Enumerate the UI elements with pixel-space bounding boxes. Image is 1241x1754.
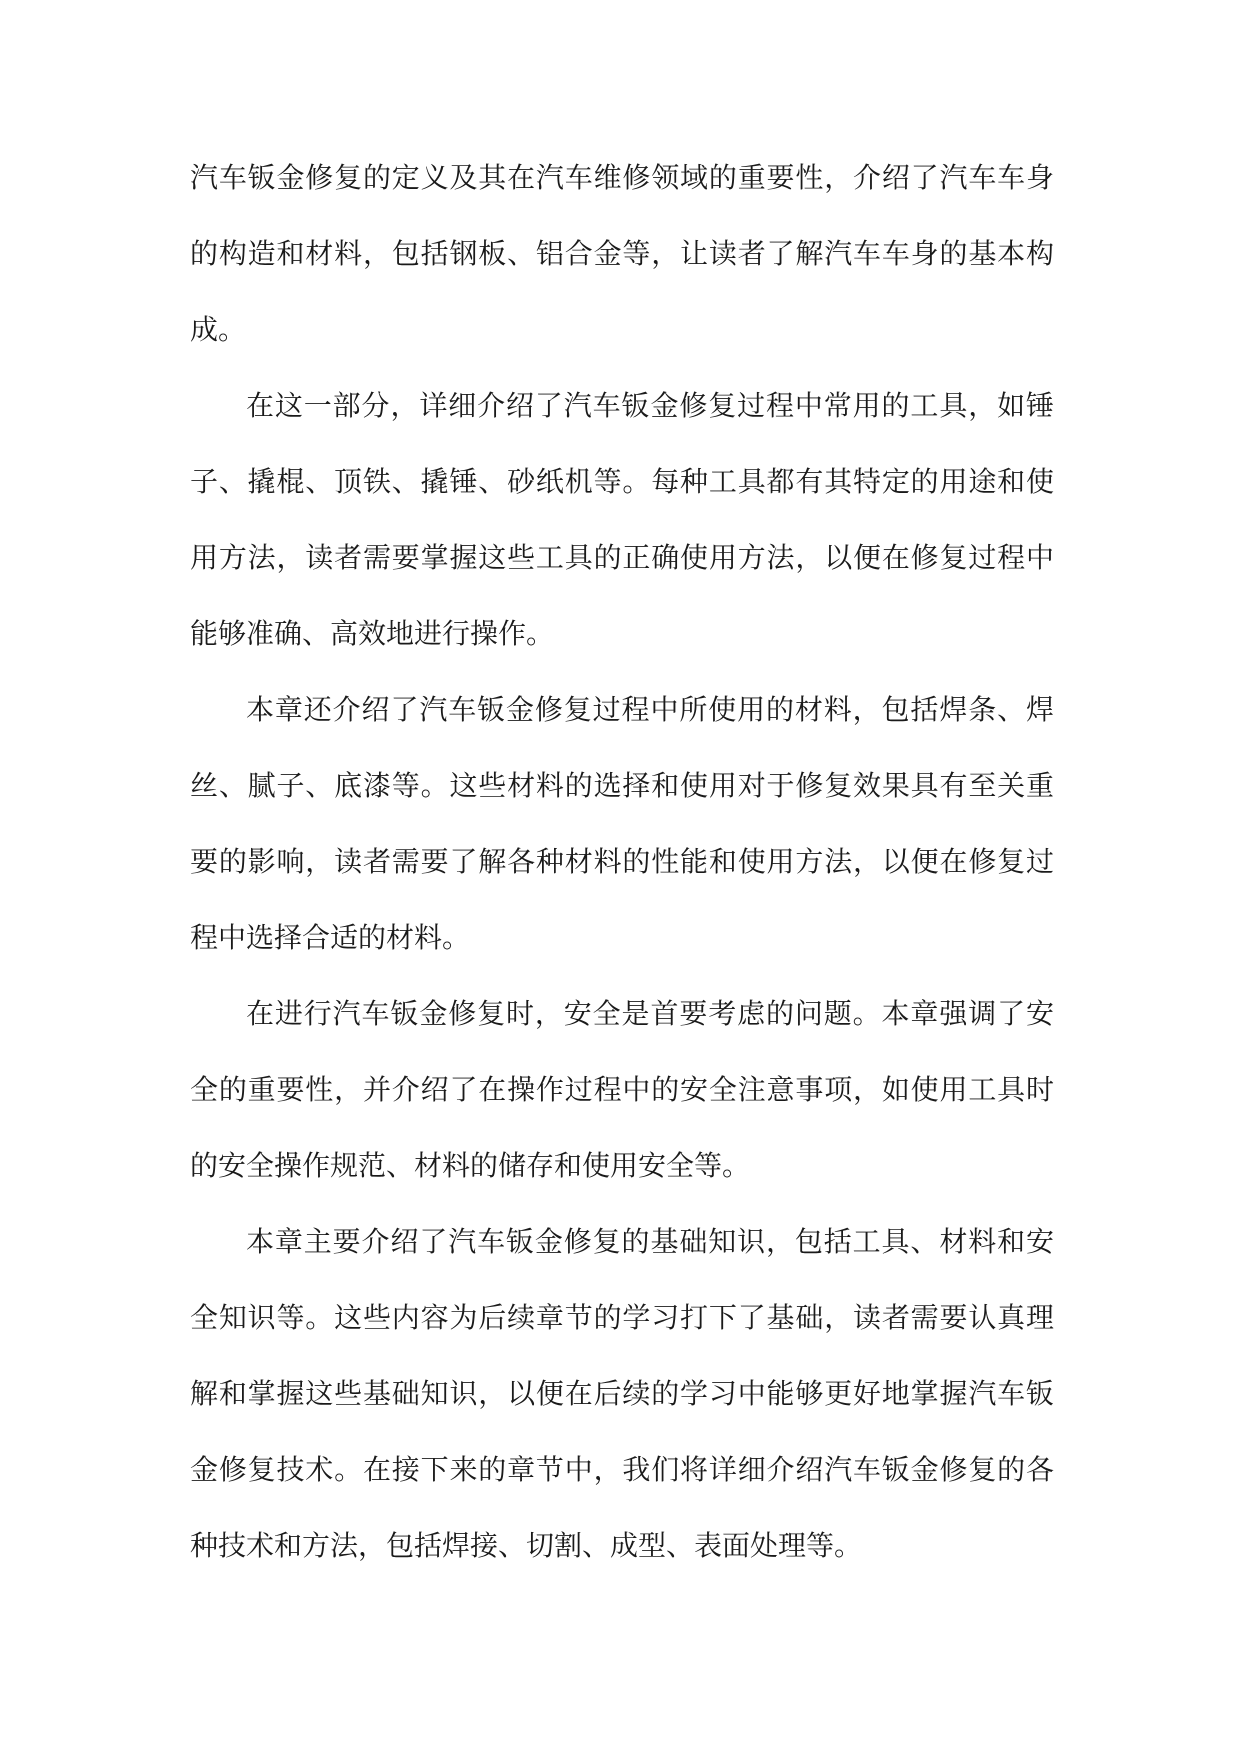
paragraph-tools: 在这一部分，详细介绍了汽车钣金修复过程中常用的工具，如锤子、撬棍、顶铁、撬锤、砂纸机等。每种工具都有其特定的用途和使用方法，读者需要掌握这些工具的正确使用方法，以便在修复过程中能够准确、高效地进行操作。 (190, 389, 1054, 650)
body-text (190, 140, 1054, 1584)
paragraph-continuation: 汽车钣金修复的定义及其在汽车维修领域的重要性，介绍了汽车车身的构造和材料，包括钢板、铝合金等，让读者了解汽车车身的基本构成。 (190, 161, 1054, 346)
paragraph-summary: 本章主要介绍了汽车钣金修复的基础知识，包括工具、材料和安全知识等。这些内容为后续章节的学习打下了基础，读者需要认真理解和掌握这些基础知识，以便在后续的学习中能够更好地掌握汽车钣金修复技术。在接下来的章节中，我们将详细介绍汽车钣金修复的各种技术和方法，包括焊接、切割、成型、表面处理等。 (190, 1225, 1054, 1562)
paragraph-materials: 本章还介绍了汽车钣金修复过程中所使用的材料，包括焊条、焊丝、腻子、底漆等。这些材料的选择和使用对于修复效果具有至关重要的影响，读者需要了解各种材料的性能和使用方法，以便在修复过程中选择合适的材料。 (190, 693, 1054, 954)
paragraph-safety: 在进行汽车钣金修复时，安全是首要考虑的问题。本章强调了安全的重要性，并介绍了在操作过程中的安全注意事项，如使用工具时的安全操作规范、材料的储存和使用安全等。 (190, 997, 1054, 1182)
